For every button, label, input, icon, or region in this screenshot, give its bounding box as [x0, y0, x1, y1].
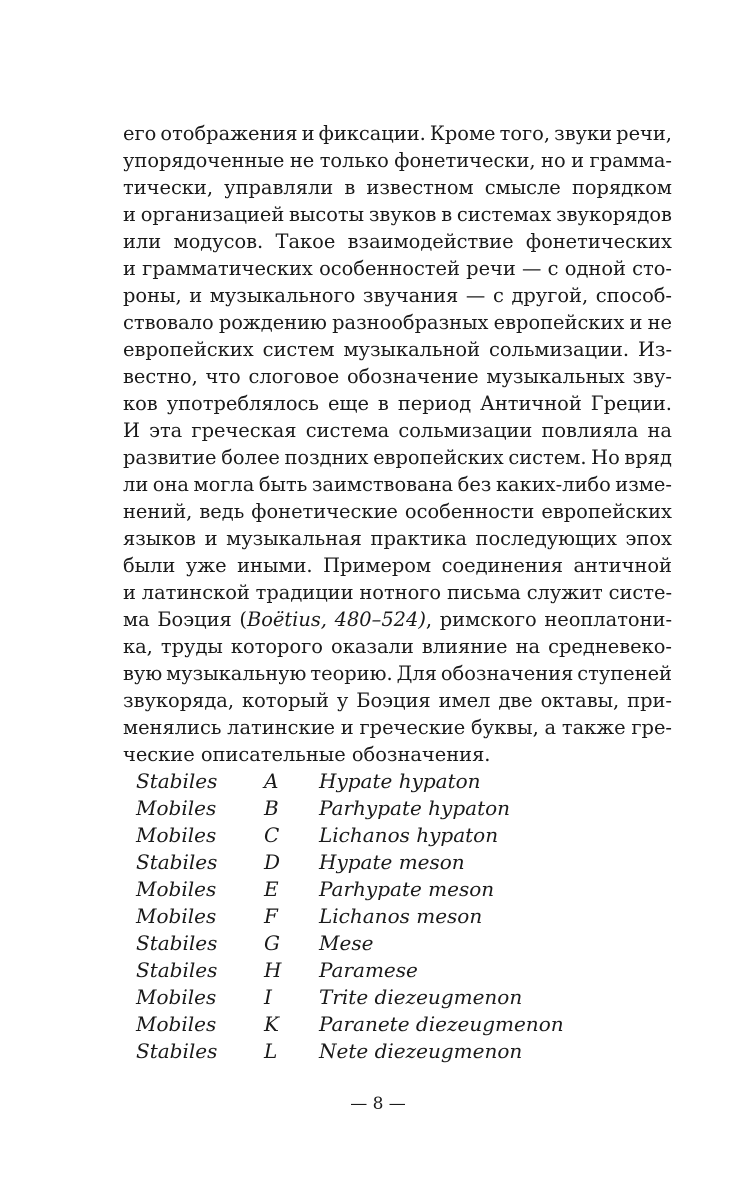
word: средневеко- — [548, 635, 672, 658]
paragraph-line — [123, 120, 672, 147]
word: европейских — [373, 446, 504, 469]
word: модусов. — [173, 230, 264, 253]
word: музыкального — [209, 284, 356, 307]
word: известном — [366, 176, 474, 199]
scale-row — [136, 1038, 564, 1065]
scale-type: Stabiles — [136, 769, 218, 793]
word: систем — [262, 338, 335, 361]
word: на — [515, 635, 541, 658]
word: организацией — [140, 203, 285, 226]
word: фонетически, — [394, 149, 536, 172]
paragraph-line — [123, 255, 672, 282]
word: не — [289, 149, 315, 172]
word: Из- — [637, 338, 672, 361]
scale-name: Parhypate hypaton — [319, 796, 511, 820]
word: при- — [627, 689, 672, 712]
scale-type: Mobiles — [136, 1012, 217, 1036]
word: практика — [370, 527, 467, 550]
scale-row — [136, 795, 564, 822]
word: обозначение — [346, 365, 479, 388]
scale-row — [136, 876, 564, 903]
word: особенностей — [319, 257, 460, 280]
word: Для — [396, 662, 437, 685]
word: и — [571, 149, 585, 172]
word: музыкальной — [343, 338, 481, 361]
paragraph-line — [123, 660, 672, 687]
scale-letter: A — [264, 769, 279, 793]
word: Кроме — [429, 122, 496, 145]
word: теорию. — [310, 662, 393, 685]
word: греческая — [191, 419, 297, 442]
word: систем. — [508, 446, 587, 469]
word: особенности — [404, 500, 535, 523]
word: ма — [123, 608, 150, 631]
scale-letter: L — [264, 1039, 278, 1063]
word: вестно, — [123, 365, 198, 388]
paragraph-line — [123, 309, 672, 336]
word: рождению — [218, 311, 327, 334]
paragraph-line — [123, 606, 672, 633]
word: Античной — [480, 392, 582, 415]
word: одной — [564, 257, 626, 280]
word: у — [336, 689, 349, 712]
paragraph-line — [123, 525, 672, 552]
scale-type: Mobiles — [136, 985, 217, 1009]
word: ли — [123, 473, 149, 496]
scale-name: Lichanos meson — [319, 904, 483, 928]
word: грамматических — [142, 257, 313, 280]
word: который — [241, 689, 329, 712]
word: письма — [446, 581, 521, 604]
word: традиции — [255, 581, 354, 604]
word: эпох — [625, 527, 672, 550]
word: римского — [439, 608, 537, 631]
word: слоговое — [248, 365, 340, 388]
word: буквы, — [471, 716, 539, 739]
word: оказали — [331, 635, 414, 658]
scale-type: Stabiles — [136, 931, 218, 955]
word: античной — [573, 554, 672, 577]
word: вряд — [624, 446, 672, 469]
paragraph-line — [123, 174, 672, 201]
word: в — [344, 176, 356, 199]
word: Боэция — [157, 608, 232, 631]
scale-letter: B — [264, 796, 279, 820]
paragraph-line — [123, 444, 672, 471]
word: период — [397, 392, 472, 415]
scale-type: Mobiles — [136, 904, 217, 928]
word: и — [629, 311, 643, 334]
scale-name: Mese — [319, 931, 374, 955]
scale-letter: K — [264, 1012, 279, 1036]
word: 480–524), — [334, 608, 433, 631]
word: в — [377, 392, 389, 415]
word: и — [301, 122, 315, 145]
word: фиксации. — [318, 122, 426, 145]
scale-type: Stabiles — [136, 958, 218, 982]
word: повлияла — [541, 419, 639, 442]
scale-letter: I — [264, 985, 272, 1009]
word: также — [561, 716, 626, 739]
scale-row — [136, 930, 564, 957]
scale-type: Stabiles — [136, 1039, 218, 1063]
scale-type: Mobiles — [136, 796, 217, 820]
word: и — [123, 257, 136, 280]
scale-type: Stabiles — [136, 850, 218, 874]
scale-name: Parhypate meson — [319, 877, 495, 901]
word: упорядоченные — [123, 149, 285, 172]
word: изме- — [615, 473, 672, 496]
word: были — [123, 554, 176, 577]
word: латинской — [141, 581, 250, 604]
word: еще — [327, 392, 369, 415]
word: что — [205, 365, 241, 388]
word: две — [498, 689, 533, 712]
word: эта — [149, 419, 183, 442]
paragraph-line — [123, 471, 672, 498]
word: речи — [466, 257, 516, 280]
word: а — [544, 716, 557, 739]
scale-row — [136, 822, 564, 849]
scale-letter: H — [264, 958, 282, 982]
word: звукоряда, — [123, 689, 235, 712]
word: более — [221, 446, 280, 469]
word: поздних — [284, 446, 369, 469]
word: нений, — [123, 500, 193, 523]
word: Такое — [275, 230, 336, 253]
scale-letter: E — [264, 877, 279, 901]
word: и — [204, 527, 218, 550]
word: И — [123, 419, 140, 442]
paragraph-line — [123, 741, 672, 768]
word: Греции. — [590, 392, 672, 415]
word: заимствована — [311, 473, 454, 496]
word: речи, — [616, 122, 672, 145]
word: зву- — [632, 365, 672, 388]
word: последующих — [475, 527, 617, 550]
paragraph-line — [123, 633, 672, 660]
word: высоты — [289, 203, 365, 226]
word: смысле — [484, 176, 561, 199]
word: разнообразных — [332, 311, 489, 334]
word: сольмизации — [398, 419, 533, 442]
word: латинские — [227, 716, 335, 739]
word: ческие описательные обозначения. — [123, 743, 491, 766]
scale-letter: D — [264, 850, 281, 874]
word: систе- — [608, 581, 672, 604]
word: менялись — [123, 716, 222, 739]
paragraph-line — [123, 336, 672, 363]
word: и — [189, 284, 203, 307]
word: его — [123, 122, 157, 145]
word: только — [319, 149, 389, 172]
word: звукорядов — [556, 203, 672, 226]
word: и — [340, 716, 354, 739]
word: но — [541, 149, 566, 172]
word: ствовало — [123, 311, 214, 334]
word: или — [123, 230, 162, 253]
scale-row — [136, 768, 564, 795]
paragraph-line — [123, 498, 672, 525]
scale-type: Mobiles — [136, 823, 217, 847]
word: управляли — [224, 176, 334, 199]
word: каких-либо — [495, 473, 611, 496]
word: с — [547, 257, 559, 280]
word: фонетические — [251, 500, 398, 523]
scale-letter: F — [264, 904, 278, 928]
word: употреблялось — [166, 392, 319, 415]
word: октавы, — [540, 689, 620, 712]
scale-name: Nete diezeugmenon — [319, 1039, 523, 1063]
paragraph-line — [123, 363, 672, 390]
word: европейских — [493, 311, 625, 334]
word: иными. — [237, 554, 313, 577]
word: система — [305, 419, 390, 442]
word: того, — [499, 122, 551, 145]
word: она — [152, 473, 189, 496]
scale-letter: C — [264, 823, 280, 847]
word: быть — [258, 473, 308, 496]
word: развитие — [123, 446, 217, 469]
paragraph-line — [123, 282, 672, 309]
word: которого — [230, 635, 323, 658]
word: музыкальных — [486, 365, 625, 388]
scale-row — [136, 957, 564, 984]
paragraph-line — [123, 714, 672, 741]
scale-name: Lichanos hypaton — [319, 823, 499, 847]
word: в — [441, 203, 453, 226]
word: влияние — [421, 635, 508, 658]
paragraph-line — [123, 228, 672, 255]
word: ков — [123, 392, 158, 415]
word: Но — [591, 446, 620, 469]
word: европейских — [541, 500, 672, 523]
paragraph-line — [123, 390, 672, 417]
word: Боэция — [356, 689, 431, 712]
scale-name: Hypate hypaton — [319, 769, 481, 793]
word: не — [647, 311, 672, 334]
scale-type: Mobiles — [136, 877, 217, 901]
word: и — [123, 203, 136, 226]
paragraph-line — [123, 201, 672, 228]
scale-name: Paramese — [319, 958, 418, 982]
word: Примером — [323, 554, 432, 577]
word: звучания — [362, 284, 459, 307]
scale-row — [136, 903, 564, 930]
word: звуки — [554, 122, 613, 145]
word: ка, — [123, 635, 153, 658]
page-number: — 8 — — [350, 1094, 406, 1114]
word: ступеней — [577, 662, 672, 685]
scale-letter: G — [264, 931, 280, 955]
word: соединения — [441, 554, 563, 577]
word: имел — [438, 689, 491, 712]
word: роны, — [123, 284, 182, 307]
word: взаимодействие — [347, 230, 514, 253]
word: способ- — [595, 284, 672, 307]
word: и — [123, 581, 136, 604]
word: труды — [160, 635, 223, 658]
word: могла — [193, 473, 255, 496]
word: без — [457, 473, 492, 496]
word: на — [647, 419, 672, 442]
paragraph-line — [123, 147, 672, 174]
word: порядком — [571, 176, 672, 199]
word: отображения — [160, 122, 298, 145]
word: обозначения — [440, 662, 574, 685]
paragraph-line — [123, 417, 672, 444]
scale-row — [136, 984, 564, 1011]
word: звуков — [368, 203, 437, 226]
paragraph-line — [123, 552, 672, 579]
word: музыкальная — [226, 527, 362, 550]
word: другой, — [511, 284, 589, 307]
word: тически, — [123, 176, 214, 199]
word: — — [522, 257, 542, 280]
paragraph-line — [123, 687, 672, 714]
body-paragraph — [123, 120, 672, 768]
word: греческие — [359, 716, 466, 739]
scale-name: Paranete diezeugmenon — [319, 1012, 564, 1036]
word: сольмизации. — [488, 338, 630, 361]
word: музыкальную — [166, 662, 307, 685]
word: служит — [526, 581, 603, 604]
word: вую — [123, 662, 163, 685]
word: системах — [456, 203, 552, 226]
word: уже — [185, 554, 227, 577]
boethius-scale-table — [136, 768, 564, 1065]
word: языков — [123, 527, 196, 550]
word: с — [492, 284, 504, 307]
word: европейских — [123, 338, 254, 361]
word: фонетических — [525, 230, 672, 253]
word: — — [465, 284, 486, 307]
word: сто- — [632, 257, 672, 280]
word: гре- — [631, 716, 672, 739]
scale-row — [136, 849, 564, 876]
word: неоплатони- — [544, 608, 672, 631]
scale-name: Hypate meson — [319, 850, 465, 874]
word: грамма- — [589, 149, 672, 172]
word: нотного — [359, 581, 442, 604]
scale-name: Trite diezeugmenon — [319, 985, 523, 1009]
word: (Boëtius, — [239, 608, 327, 631]
paragraph-line — [123, 579, 672, 606]
word: ведь — [199, 500, 245, 523]
scale-row — [136, 1011, 564, 1038]
